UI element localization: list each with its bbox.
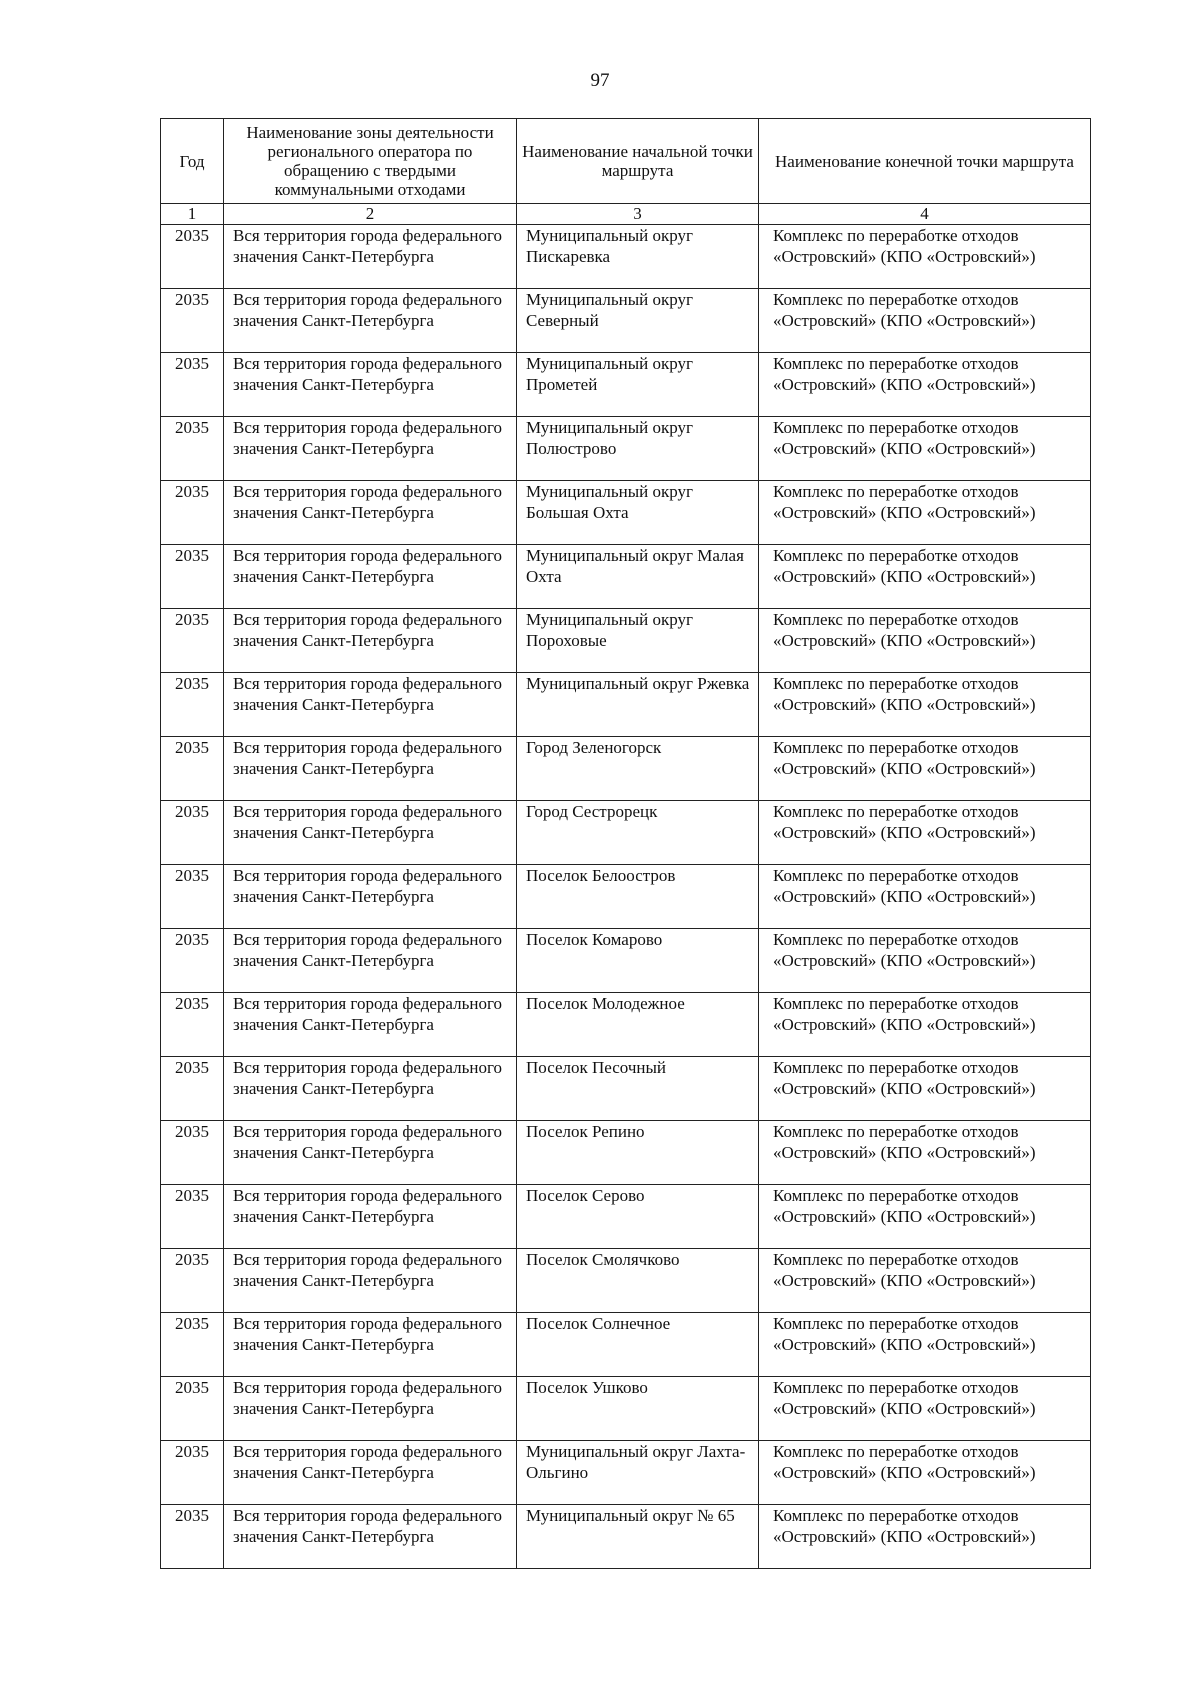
cell-start-point: Поселок Репино: [517, 1121, 759, 1185]
cell-year: 2035: [161, 481, 224, 545]
cell-end-point: Комплекс по переработке отходов «Островский» (КПО «Островский»): [759, 865, 1091, 929]
cell-start-point: Муниципальный округ Прометей: [517, 353, 759, 417]
cell-zone: Вся территория города федерального значения Санкт-Петербурга: [224, 673, 517, 737]
header-zone: Наименование зоны деятельности регионального оператора по обращению с твердыми коммунальными отходами: [224, 119, 517, 204]
table-row: [161, 1121, 1091, 1185]
cell-year: 2035: [161, 289, 224, 353]
table-row: [161, 1505, 1091, 1569]
cell-start-point: Муниципальный округ № 65: [517, 1505, 759, 1569]
cell-year: 2035: [161, 929, 224, 993]
cell-zone: Вся территория города федерального значения Санкт-Петербурга: [224, 993, 517, 1057]
cell-year: 2035: [161, 1185, 224, 1249]
cell-zone: Вся территория города федерального значения Санкт-Петербурга: [224, 1441, 517, 1505]
table-row: [161, 1313, 1091, 1377]
table-body: [161, 225, 1091, 1569]
cell-year: 2035: [161, 865, 224, 929]
table-row: [161, 929, 1091, 993]
cell-year: 2035: [161, 1249, 224, 1313]
cell-start-point: Поселок Песочный: [517, 1057, 759, 1121]
cell-year: 2035: [161, 1121, 224, 1185]
table-row: [161, 1185, 1091, 1249]
table-row: [161, 417, 1091, 481]
cell-start-point: Поселок Ушково: [517, 1377, 759, 1441]
cell-zone: Вся территория города федерального значения Санкт-Петербурга: [224, 1249, 517, 1313]
table-row: [161, 865, 1091, 929]
cell-start-point: Поселок Белоостров: [517, 865, 759, 929]
cell-start-point: Муниципальный округ Пороховые: [517, 609, 759, 673]
cell-year: 2035: [161, 1377, 224, 1441]
cell-zone: Вся территория города федерального значения Санкт-Петербурга: [224, 865, 517, 929]
cell-start-point: Муниципальный округ Северный: [517, 289, 759, 353]
table-row: [161, 481, 1091, 545]
column-number: 2: [224, 204, 517, 225]
cell-end-point: Комплекс по переработке отходов «Островский» (КПО «Островский»): [759, 1185, 1091, 1249]
table-row: [161, 289, 1091, 353]
cell-start-point: Муниципальный округ Ржевка: [517, 673, 759, 737]
cell-end-point: Комплекс по переработке отходов «Островский» (КПО «Островский»): [759, 1441, 1091, 1505]
route-table: [160, 118, 1091, 1569]
table-row: [161, 609, 1091, 673]
cell-zone: Вся территория города федерального значения Санкт-Петербурга: [224, 1121, 517, 1185]
cell-year: 2035: [161, 1313, 224, 1377]
cell-zone: Вся территория города федерального значения Санкт-Петербурга: [224, 1505, 517, 1569]
cell-zone: Вся территория города федерального значения Санкт-Петербурга: [224, 1377, 517, 1441]
cell-year: 2035: [161, 1505, 224, 1569]
column-number-row: [161, 204, 1091, 225]
cell-year: 2035: [161, 417, 224, 481]
table-row: [161, 1249, 1091, 1313]
cell-zone: Вся территория города федерального значения Санкт-Петербурга: [224, 1185, 517, 1249]
cell-zone: Вся территория города федерального значения Санкт-Петербурга: [224, 801, 517, 865]
cell-end-point: Комплекс по переработке отходов «Островский» (КПО «Островский»): [759, 1121, 1091, 1185]
cell-zone: Вся территория города федерального значения Санкт-Петербурга: [224, 545, 517, 609]
cell-zone: Вся территория города федерального значения Санкт-Петербурга: [224, 1057, 517, 1121]
cell-year: 2035: [161, 801, 224, 865]
cell-start-point: Поселок Молодежное: [517, 993, 759, 1057]
column-number: 1: [161, 204, 224, 225]
header-start-point: Наименование начальной точки маршрута: [517, 119, 759, 204]
cell-end-point: Комплекс по переработке отходов «Островский» (КПО «Островский»): [759, 1249, 1091, 1313]
cell-start-point: Муниципальный округ Пискаревка: [517, 225, 759, 289]
cell-zone: Вся территория города федерального значения Санкт-Петербурга: [224, 417, 517, 481]
cell-start-point: Поселок Комарово: [517, 929, 759, 993]
table-row: [161, 801, 1091, 865]
cell-year: 2035: [161, 545, 224, 609]
cell-end-point: Комплекс по переработке отходов «Островский» (КПО «Островский»): [759, 417, 1091, 481]
cell-end-point: Комплекс по переработке отходов «Островский» (КПО «Островский»): [759, 1505, 1091, 1569]
table-row: [161, 545, 1091, 609]
table-row: [161, 1441, 1091, 1505]
header-year: Год: [161, 119, 224, 204]
cell-start-point: Город Сестрорецк: [517, 801, 759, 865]
page-number: 97: [590, 70, 610, 91]
header-end-point: Наименование конечной точки маршрута: [759, 119, 1091, 204]
table-row: [161, 353, 1091, 417]
cell-year: 2035: [161, 673, 224, 737]
cell-zone: Вся территория города федерального значения Санкт-Петербурга: [224, 609, 517, 673]
cell-start-point: Город Зеленогорск: [517, 737, 759, 801]
table-row: [161, 993, 1091, 1057]
cell-year: 2035: [161, 993, 224, 1057]
cell-end-point: Комплекс по переработке отходов «Островский» (КПО «Островский»): [759, 545, 1091, 609]
cell-zone: Вся территория города федерального значения Санкт-Петербурга: [224, 929, 517, 993]
cell-start-point: Муниципальный округ Лахта-Ольгино: [517, 1441, 759, 1505]
cell-end-point: Комплекс по переработке отходов «Островский» (КПО «Островский»): [759, 1057, 1091, 1121]
table-row: [161, 673, 1091, 737]
cell-year: 2035: [161, 225, 224, 289]
cell-zone: Вся территория города федерального значения Санкт-Петербурга: [224, 353, 517, 417]
cell-zone: Вся территория города федерального значения Санкт-Петербурга: [224, 289, 517, 353]
cell-start-point: Муниципальный округ Большая Охта: [517, 481, 759, 545]
cell-start-point: Поселок Солнечное: [517, 1313, 759, 1377]
header-row: [161, 119, 1091, 204]
cell-start-point: Поселок Смолячково: [517, 1249, 759, 1313]
cell-end-point: Комплекс по переработке отходов «Островский» (КПО «Островский»): [759, 1377, 1091, 1441]
cell-end-point: Комплекс по переработке отходов «Островский» (КПО «Островский»): [759, 993, 1091, 1057]
column-number: 3: [517, 204, 759, 225]
cell-start-point: Муниципальный округ Полюстрово: [517, 417, 759, 481]
cell-year: 2035: [161, 737, 224, 801]
cell-end-point: Комплекс по переработке отходов «Островский» (КПО «Островский»): [759, 353, 1091, 417]
cell-year: 2035: [161, 609, 224, 673]
cell-year: 2035: [161, 1057, 224, 1121]
cell-year: 2035: [161, 353, 224, 417]
table-row: [161, 1057, 1091, 1121]
column-number: 4: [759, 204, 1091, 225]
cell-zone: Вся территория города федерального значения Санкт-Петербурга: [224, 1313, 517, 1377]
cell-end-point: Комплекс по переработке отходов «Островский» (КПО «Островский»): [759, 801, 1091, 865]
cell-zone: Вся территория города федерального значения Санкт-Петербурга: [224, 737, 517, 801]
table-header: [161, 119, 1091, 225]
cell-end-point: Комплекс по переработке отходов «Островский» (КПО «Островский»): [759, 481, 1091, 545]
table-row: [161, 1377, 1091, 1441]
table-row: [161, 225, 1091, 289]
cell-end-point: Комплекс по переработке отходов «Островский» (КПО «Островский»): [759, 929, 1091, 993]
cell-zone: Вся территория города федерального значения Санкт-Петербурга: [224, 225, 517, 289]
cell-zone: Вся территория города федерального значения Санкт-Петербурга: [224, 481, 517, 545]
cell-end-point: Комплекс по переработке отходов «Островский» (КПО «Островский»): [759, 673, 1091, 737]
cell-end-point: Комплекс по переработке отходов «Островский» (КПО «Островский»): [759, 609, 1091, 673]
cell-end-point: Комплекс по переработке отходов «Островский» (КПО «Островский»): [759, 1313, 1091, 1377]
cell-start-point: Поселок Серово: [517, 1185, 759, 1249]
cell-year: 2035: [161, 1441, 224, 1505]
cell-start-point: Муниципальный округ Малая Охта: [517, 545, 759, 609]
table-row: [161, 737, 1091, 801]
cell-end-point: Комплекс по переработке отходов «Островский» (КПО «Островский»): [759, 289, 1091, 353]
cell-end-point: Комплекс по переработке отходов «Островский» (КПО «Островский»): [759, 225, 1091, 289]
cell-end-point: Комплекс по переработке отходов «Островский» (КПО «Островский»): [759, 737, 1091, 801]
